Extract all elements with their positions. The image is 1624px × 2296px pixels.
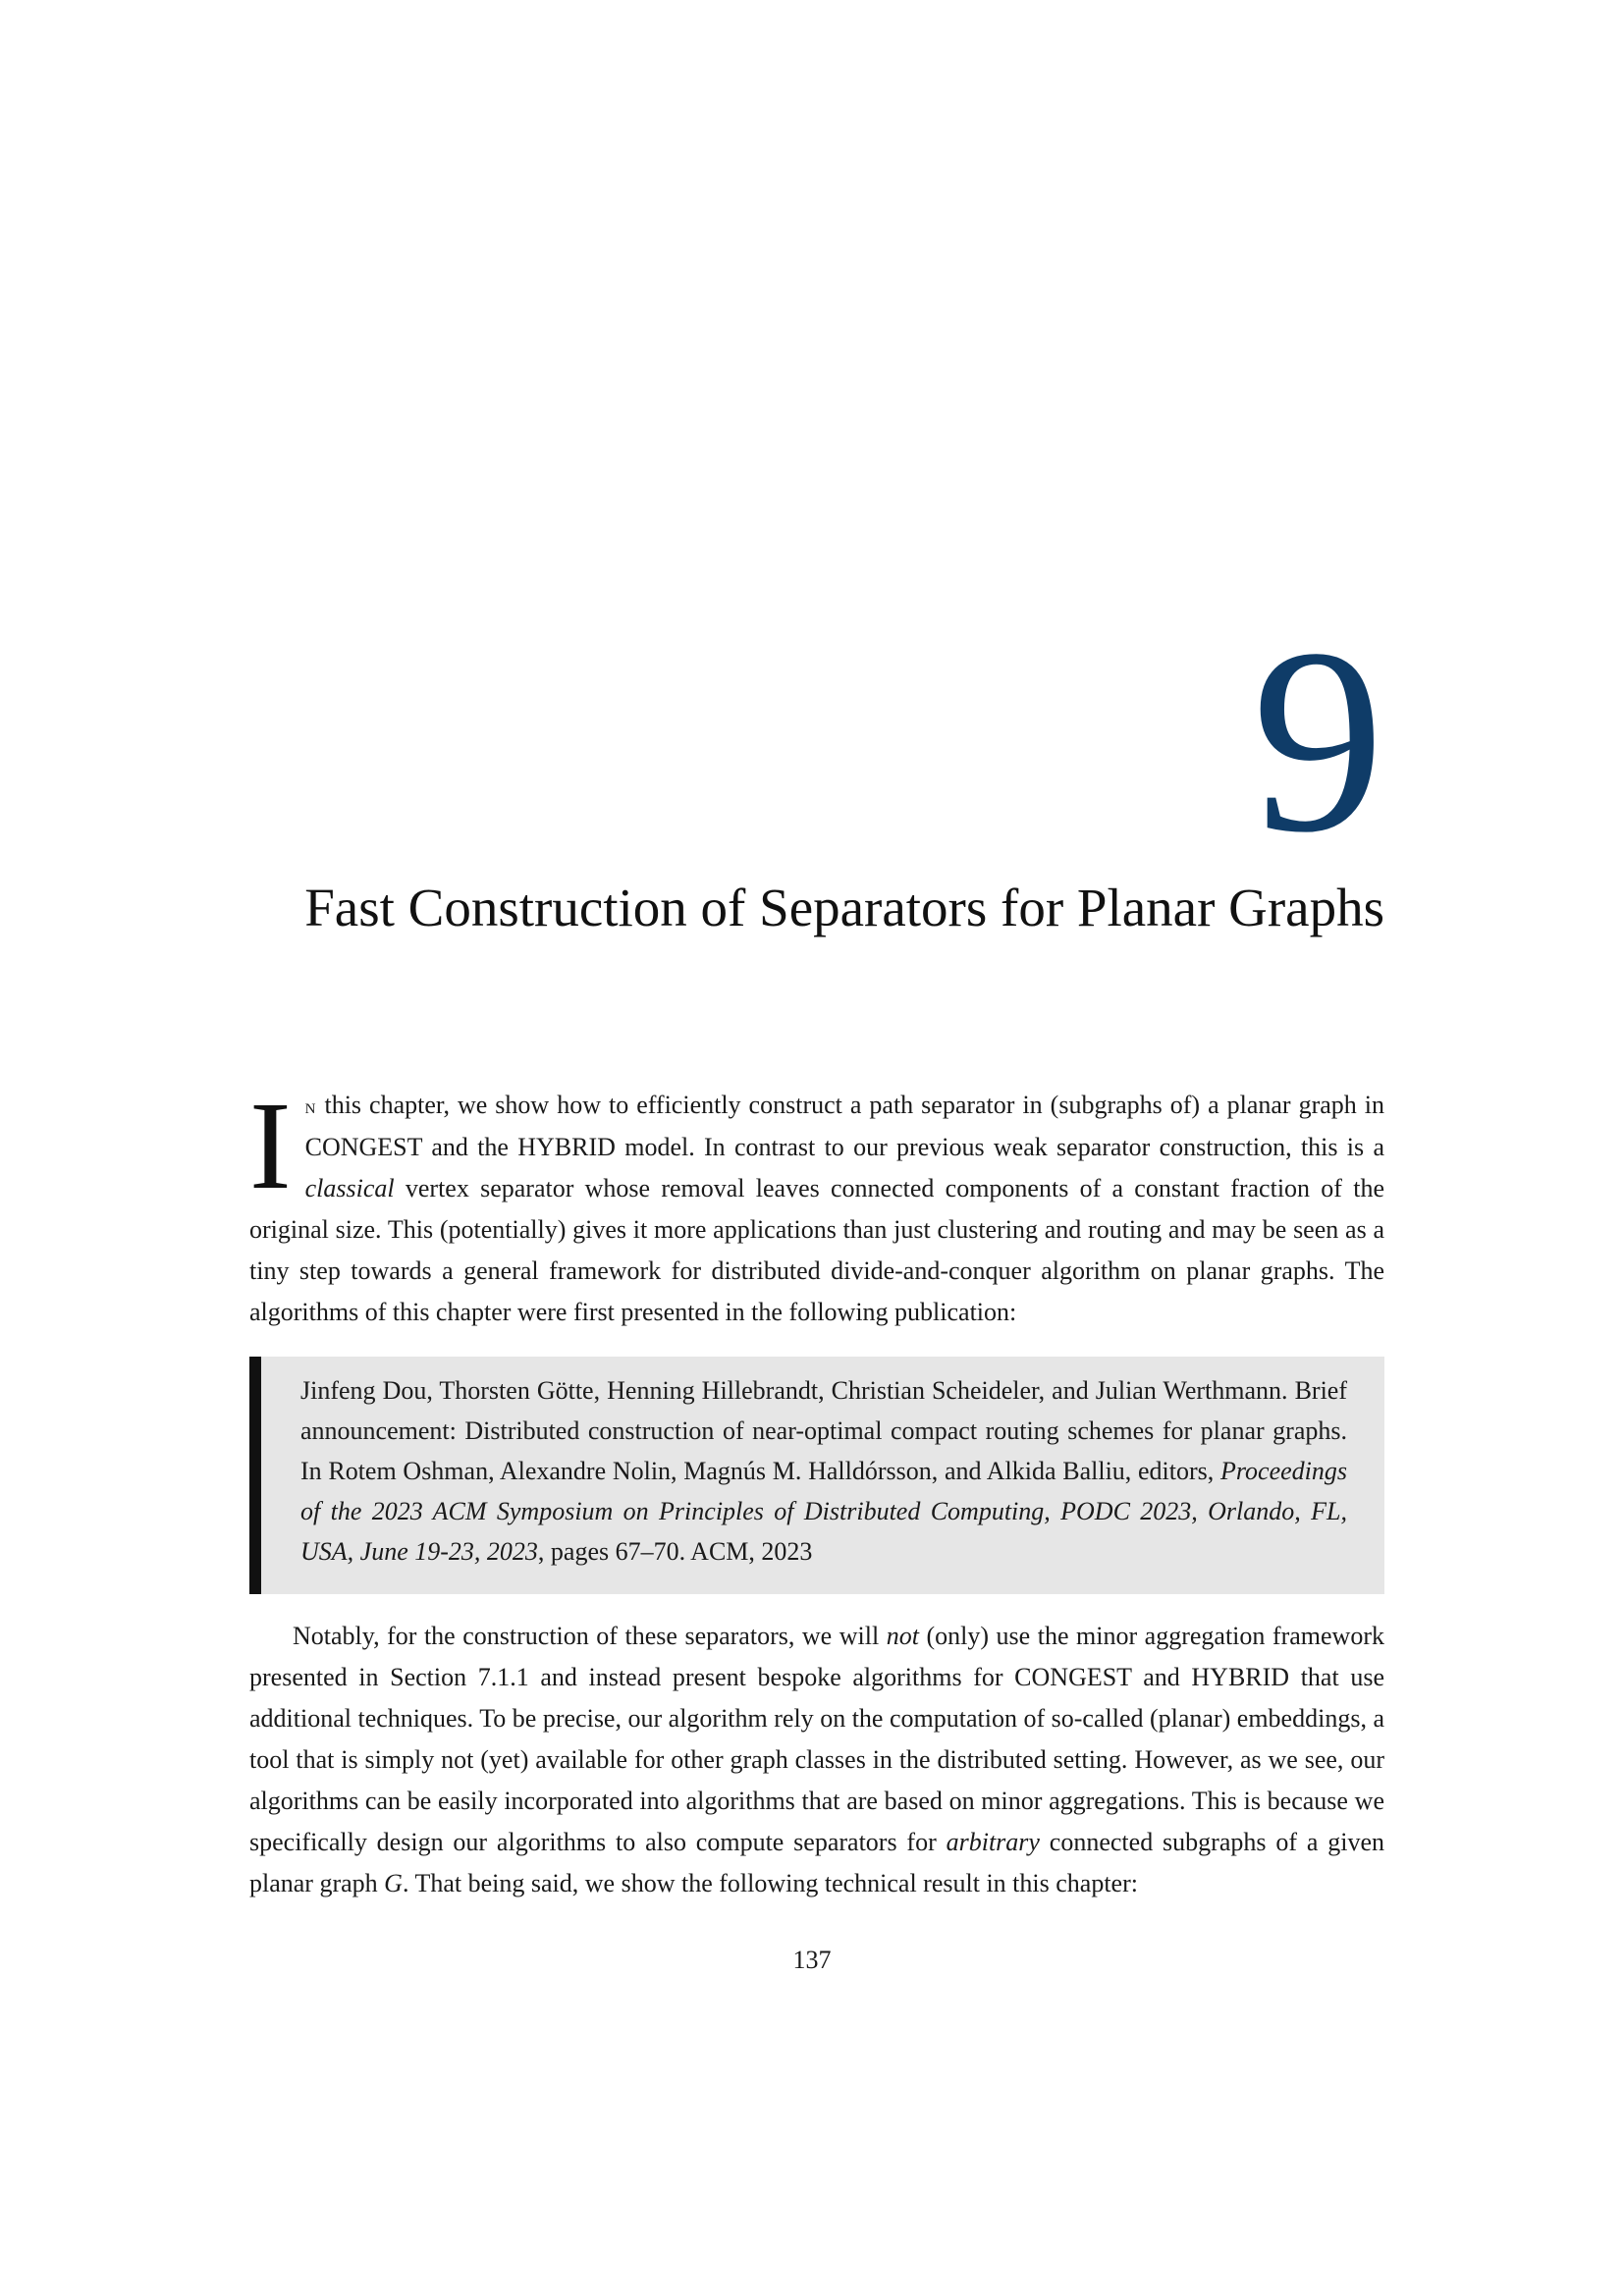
intro-text-1: this chapter, we show how to efficiently construct a path separator in (subgraphs of) a planar graph in CONGEST and the HYBRID model. In contrast to our previous weak separator construction, this is a [304, 1091, 1384, 1161]
para2-emphasis-not: not [886, 1622, 919, 1650]
intro-emphasis: classical [304, 1174, 395, 1202]
para2-text-3: connected subgraphs of a given planar graph [249, 1828, 1384, 1897]
para2-text-4: . That being said, we show the following technical result in this chapter: [402, 1869, 1138, 1897]
chapter-title: Fast Construction of Separators for Planar Graphs [304, 878, 1384, 937]
intro-text-2: vertex separator whose removal leaves connected components of a constant fraction of the original size. This (potentially) gives it more applications than just clustering and routing and may be seen as a tiny step towards a general framework for distributed divide-and-conquer algorithm on planar graphs. The algorithms of this chapter were first presented in the following publication: [249, 1174, 1384, 1326]
para2-text-2: (only) use the minor aggregation framework presented in Section 7.1.1 and instead present bespoke algorithms for CONGEST and HYBRID that use additional techniques. To be precise, our algorithm rely on the computation of so-called (planar) embeddings, a tool that is simply not (yet) available for other graph classes in the distributed setting. However, as we see, our algorithms can be easily incorporated into algorithms that are based on minor aggregations. This is because we specifically design our algorithms to also compute separators for [249, 1622, 1384, 1856]
citation-box [249, 1357, 1384, 1594]
citation-text-1: Jinfeng Dou, Thorsten Götte, Henning Hillebrandt, Christian Scheideler, and Julian Werthmann. Brief announcement: Distributed construction of near-optimal compact routing schemes for planar graphs. In Rotem Oshman, Alexandre Nolin, Magnús M. Halldórsson, and Alkida Balliu, editors, [300, 1376, 1347, 1485]
second-paragraph [249, 1616, 1384, 1904]
drop-cap: I [249, 1076, 292, 1215]
citation-proceedings: Proceedings of the 2023 ACM Symposium on Principles of Distributed Computing, PODC 2023, Orlando, FL, USA, June 19-23, 2023 [300, 1457, 1347, 1566]
page-number: 137 [792, 1946, 832, 1974]
para2-text-1: Notably, for the construction of these separators, we will [293, 1622, 887, 1650]
intro-paragraph [249, 1076, 1384, 1333]
chapter-number: 9 [1252, 594, 1384, 887]
citation-text-2: , pages 67–70. ACM, 2023 [537, 1537, 813, 1566]
intro-smallcaps: n [304, 1094, 317, 1118]
para2-emphasis-arbitrary: arbitrary [946, 1828, 1040, 1856]
para2-graph-symbol: G [384, 1869, 403, 1897]
